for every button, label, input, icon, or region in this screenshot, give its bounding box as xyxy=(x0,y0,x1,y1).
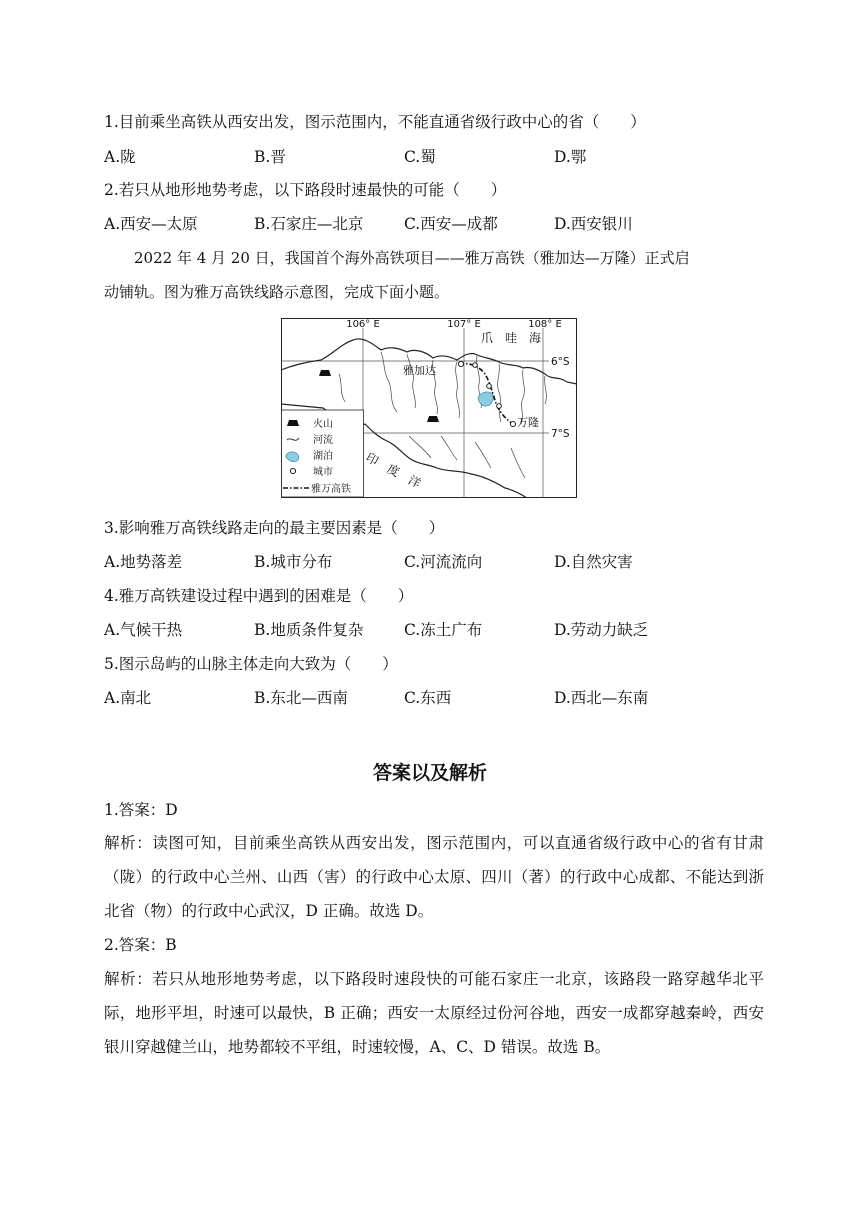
question-2-option-a: A.西安—太原 xyxy=(104,215,198,233)
question-3-option-c: C.河流流向 xyxy=(404,553,483,571)
question-3-stem: 3.影响雅万高铁线路走向的最主要因素是（ ） xyxy=(104,519,445,537)
answers-title: 答案以及解析 xyxy=(372,762,487,784)
city-bandung xyxy=(510,421,515,426)
city-icon xyxy=(487,384,492,389)
railway-map xyxy=(281,318,577,498)
question-3-option-b: B.城市分布 xyxy=(254,553,333,571)
sea-label-java: 爪 哇 海 xyxy=(481,331,542,345)
question-1-option-a: A.陇 xyxy=(104,148,136,166)
legend-city-label: 城市 xyxy=(313,467,333,478)
intro-paragraph xyxy=(104,241,768,309)
question-5-option-b: B.东北—西南 xyxy=(254,689,348,707)
lon-label-106: 106° E xyxy=(346,319,380,330)
answer-1: 1.答案：D xyxy=(104,801,178,819)
city-icon xyxy=(473,363,478,368)
question-1-option-d: D.鄂 xyxy=(554,148,587,166)
legend-lake-label: 湖泊 xyxy=(313,451,333,462)
question-5-stem: 5.图示岛屿的山脉主体走向大致为（ ） xyxy=(104,655,398,673)
question-4-option-b: B.地质条件复杂 xyxy=(254,621,364,639)
question-1-option-c: C.蜀 xyxy=(404,148,436,166)
legend-volcano-label: 火山 xyxy=(313,419,333,430)
question-4-option-c: C.冻土广布 xyxy=(404,621,483,639)
question-5-option-c: C.东西 xyxy=(404,689,452,707)
volcano-icon xyxy=(319,370,331,376)
question-2-option-b: B.石家庄—北京 xyxy=(254,215,364,233)
lat-label-6s: 6°S xyxy=(551,356,570,368)
explanation-1: 解析：读图可知，目前乘坐高铁从西安出发，图示范围内，可以直通省级行政中心的省有甘肃（陇）的行政中心兰州、山西（害）的行政中心太原、四川（著）的行政中心成都、不能达到浙北省（物）的行政中心武汉，D 正确。故选 D。 xyxy=(104,834,764,920)
city-label-bandung: 万隆 xyxy=(517,416,539,429)
question-5-option-d: D.西北—东南 xyxy=(554,689,649,707)
question-1-option-b: B.晋 xyxy=(254,148,286,166)
legend-volcano-icon xyxy=(287,420,299,426)
sea-label-indian: 印 度 洋 xyxy=(363,450,424,491)
lat-label-7s: 7°S xyxy=(551,428,570,440)
question-3-option-d: D.自然灾害 xyxy=(554,553,633,571)
question-2-option-c: C.西安—成都 xyxy=(404,215,498,233)
answer-2: 2.答案：B xyxy=(104,936,177,954)
explanation-2: 解析：若只从地形地势考虑，以下路段时速段快的可能石家庄一北京，该路段一路穿越华北平际，地形平坦，时速可以最快，B 正确；西安一太原经过份河谷地，西安一成都穿越秦岭，西安银川穿越健兰山，地势都较不平组，时速较慢，A、C、D 错误。故选 B。 xyxy=(104,970,764,1056)
intro-line-2: 动铺轨。图为雅万高铁线路示意图，完成下面小题。 xyxy=(104,283,450,301)
question-5-option-a: A.南北 xyxy=(104,689,152,707)
city-jakarta xyxy=(458,361,463,366)
legend-city-icon xyxy=(290,468,295,473)
question-2-stem: 2.若只从地形地势考虑，以下路段时速最快的可能（ ） xyxy=(104,181,507,199)
question-1-stem: 1.目前乘坐高铁从西安出发，图示范围内，不能直通省级行政中心的省（ ） xyxy=(104,113,646,131)
lon-label-107: 107° E xyxy=(447,319,481,330)
legend-river-label: 河流 xyxy=(313,435,333,446)
question-3-option-a: A.地势落差 xyxy=(104,553,183,571)
city-icon xyxy=(497,404,502,409)
volcano-icon xyxy=(427,416,439,422)
intro-line-1: 2022 年 4 月 20 日，我国首个海外高铁项目——雅万高铁（雅加达—万隆）正式启 xyxy=(134,249,690,267)
lon-label-108: 108° E xyxy=(528,319,562,330)
map-legend xyxy=(282,410,364,497)
legend-railway-label: 雅万高铁 xyxy=(311,484,351,495)
question-4-stem: 4.雅万高铁建设过程中遇到的困难是（ ） xyxy=(104,587,414,605)
question-4-option-d: D.劳动力缺乏 xyxy=(554,621,649,639)
question-2-option-d: D.西安银川 xyxy=(554,215,633,233)
city-label-jakarta: 雅加达 xyxy=(403,364,436,377)
question-4-option-a: A.气候干热 xyxy=(104,621,183,639)
